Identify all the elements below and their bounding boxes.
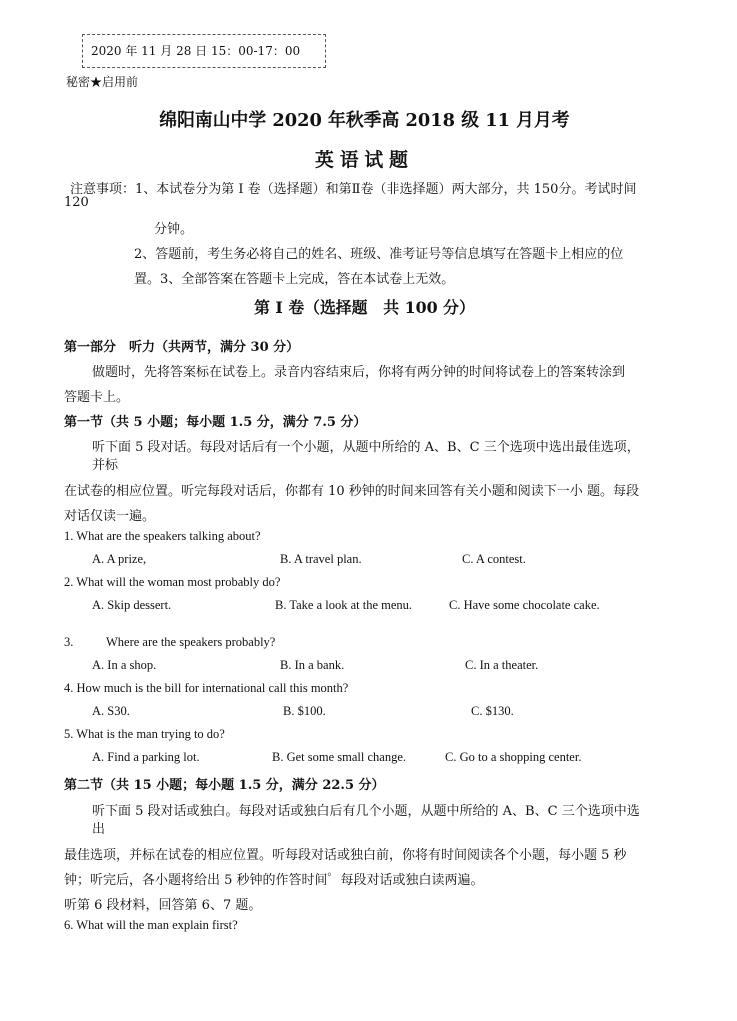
- notes-line-3: 2、答题前，考生务必将自己的姓名、班级、准考证号等信息填写在答题卡上相应的位: [134, 247, 624, 262]
- question-1-option-c: C. A contest.: [462, 552, 526, 566]
- question-5-option-b: B. Get some small change.: [272, 750, 406, 764]
- notes-line-1: 注意事项：1、本试卷分为第 I 卷（选择题）和第Ⅱ卷（非选择题）两大部分，共 150分。考试时间: [70, 182, 637, 197]
- notes-line-4: 置。3、全部答案在答题卡上完成，答在本试卷上无效。: [134, 272, 455, 287]
- question-1-option-b: B. A travel plan.: [280, 552, 362, 566]
- question-1: 1. What are the speakers talking about?: [64, 529, 261, 543]
- question-2-option-b: B. Take a look at the menu.: [275, 598, 413, 612]
- question-5: 5. What is the man trying to do?: [64, 727, 225, 741]
- question-3-option-c: C. In a theater.: [465, 658, 539, 672]
- section1-intro-2: 在试卷的相应位置。听完每段对话后，你都有 10 秒钟的时间来回答有关小题和阅读下一小 题。每段: [64, 484, 639, 499]
- secret-label: 秘密★启用前: [66, 75, 139, 89]
- notes-line-2: 分钟。: [154, 222, 194, 237]
- question-2: 2. What will the woman most probably do?: [64, 575, 281, 589]
- part1-intro-1: 做题时，先将答案标在试卷上。录音内容结束后，你将有两分钟的时间将试卷上的答案转涂到: [92, 365, 626, 380]
- question-3-number: 3.: [64, 635, 74, 649]
- section2-material: 听第 6 段材料，回答第 6、7 题。: [64, 898, 262, 913]
- subject-title: 英语试题: [314, 149, 414, 171]
- section2-intro-3: 钟；听完后，各小题将给出 5 秒钟的作答时间゜每段对话或独白读两遍。: [64, 873, 484, 888]
- section1-intro-3: 对话仅读一遍。: [64, 509, 156, 524]
- part1-heading: 第一部分 听力（共两节，满分 30 分）: [64, 340, 300, 355]
- question-3: Where are the speakers probably?: [106, 635, 276, 649]
- volume-title: 第 I 卷（选择题 共 100 分）: [254, 298, 475, 317]
- question-5-option-a: A. Find a parking lot.: [92, 750, 200, 764]
- question-5-option-c: C. Go to a shopping center.: [445, 750, 582, 764]
- question-6: 6. What will the man explain first?: [64, 918, 238, 932]
- section1-intro-1b: 并标: [92, 458, 119, 473]
- question-3-option-a: A. In a shop.: [92, 658, 157, 672]
- section2-heading: 第二节（共 15 小题；每小题 1.5 分，满分 22.5 分）: [64, 778, 385, 793]
- question-4-option-b: B. $100.: [283, 704, 326, 718]
- question-4: 4. How much is the bill for international call this month?: [64, 681, 349, 695]
- question-4-option-c: C. $130.: [471, 704, 514, 718]
- exam-title: 绵阳南山中学 2020 年秋季高 2018 级 11 月月考: [159, 110, 570, 131]
- question-4-option-a: A. S30.: [92, 704, 130, 718]
- section1-heading: 第一节（共 5 小题；每小题 1.5 分，满分 7.5 分）: [64, 415, 367, 430]
- question-3-option-b: B. In a bank.: [280, 658, 345, 672]
- question-2-option-a: A. Skip dessert.: [92, 598, 172, 612]
- part1-intro-2: 答题卡上。: [64, 390, 130, 405]
- question-1-option-a: A. A prize,: [92, 552, 147, 566]
- question-2-option-c: C. Have some chocolate cake.: [449, 598, 600, 612]
- exam-time-box: 2020 年 11 月 28 日 15：00-17：00: [82, 34, 326, 68]
- notes-line-1b: 120: [64, 195, 89, 210]
- section2-intro-1: 听下面 5 段对话或独白。每段对话或独白后有几个小题，从题中所给的 A、B、C 三个选项中选: [92, 804, 640, 819]
- section1-intro-1: 听下面 5 段对话。每段对话后有一个小题，从题中所给的 A、B、C 三个选项中选出最佳选项，: [92, 440, 640, 455]
- section2-intro-1b: 出: [92, 822, 106, 837]
- section2-intro-2: 最佳选项，并标在试卷的相应位置。听每段对话或独白前，你将有时间阅读各个小题，每小题 5 秒: [64, 848, 627, 863]
